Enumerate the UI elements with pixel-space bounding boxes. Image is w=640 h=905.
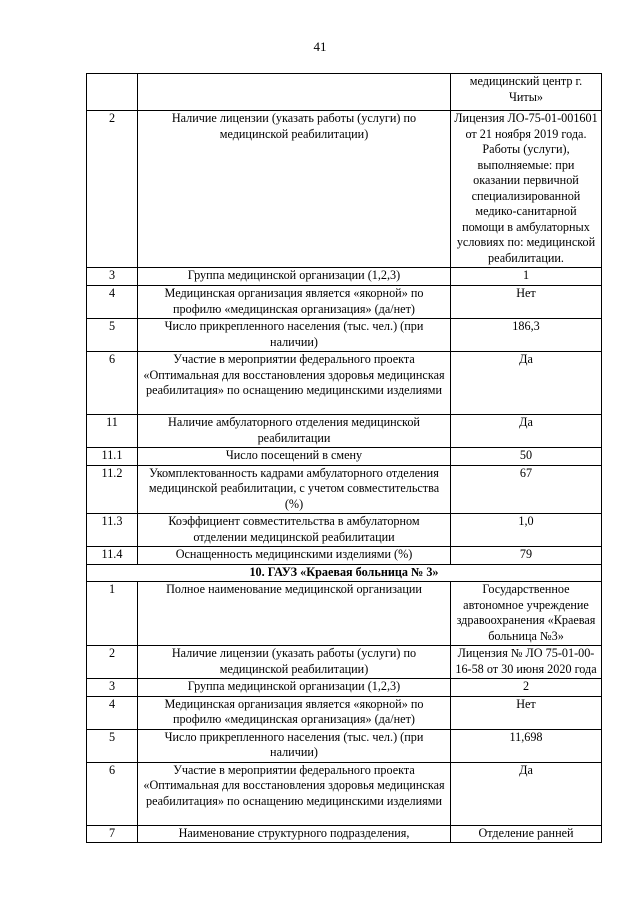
row-value: Нет [451,696,602,729]
row-parameter: Оснащенность медицинскими изделиями (%) [138,547,451,565]
row-parameter: Участие в мероприятии федерального проекта «Оптимальная для восстановления здоровья медицинская реабилитация» по оснащению медицинскими изделиями [138,352,451,415]
row-number: 2 [87,646,138,679]
row-parameter: Медицинская организация является «якорной» по профилю «медицинская организация» (да/нет) [138,696,451,729]
row-parameter: Коэффициент совместительства в амбулаторном отделении медицинской реабилитации [138,514,451,547]
data-table [86,73,602,843]
row-value: Да [451,352,602,415]
row-number: 11.2 [87,465,138,514]
table-row [87,74,602,111]
row-parameter: Укомплектованность кадрами амбулаторного отделения медицинской реабилитации, с учетом совместительства (%) [138,465,451,514]
row-value: Государственное автономное учреждение здравоохранения «Краевая больница №3» [451,582,602,646]
row-number: 5 [87,729,138,762]
row-number: 2 [87,111,138,268]
row-number: 6 [87,352,138,415]
row-parameter: Участие в мероприятии федерального проекта «Оптимальная для восстановления здоровья медицинская реабилитация» по оснащению медицинскими изделиями [138,762,451,825]
row-parameter: Число прикрепленного населения (тыс. чел.) (при наличии) [138,319,451,352]
row-value: Да [451,415,602,448]
row-value: 67 [451,465,602,514]
row-number: 11.1 [87,448,138,466]
table-row [87,679,602,697]
row-value: Отделение ранней [451,825,602,843]
row-value: 50 [451,448,602,466]
row-value: Да [451,762,602,825]
row-value: 11,698 [451,729,602,762]
row-parameter: Полное наименование медицинской организации [138,582,451,646]
table-row [87,646,602,679]
table-row [87,352,602,415]
row-number: 7 [87,825,138,843]
table-row [87,415,602,448]
row-number [87,74,138,111]
table-row [87,582,602,646]
table-row [87,729,602,762]
row-number: 3 [87,679,138,697]
row-number: 3 [87,268,138,286]
section-title: 10. ГАУЗ «Краевая больница № 3» [87,564,602,582]
table-row [87,762,602,825]
row-parameter: Число посещений в смену [138,448,451,466]
row-value: 186,3 [451,319,602,352]
table-row [87,825,602,843]
row-value: 1 [451,268,602,286]
table-row [87,111,602,268]
row-value: Лицензия ЛО-75-01-001601 от 21 ноября 2019 года. Работы (услуги), выполняемые: при оказании первичной специализированной медико-санитарной помощи в амбулаторных условиях по: медицинской реабилитации. [451,111,602,268]
page-number: 41 [313,39,327,54]
row-value: медицинский центр г. Читы» [451,74,602,111]
table-row [87,319,602,352]
row-parameter: Число прикрепленного населения (тыс. чел.) (при наличии) [138,729,451,762]
row-number: 4 [87,286,138,319]
row-parameter: Наличие лицензии (указать работы (услуги) по медицинской реабилитации) [138,646,451,679]
row-parameter: Наименование структурного подразделения, [138,825,451,843]
row-parameter: Группа медицинской организации (1,2,3) [138,679,451,697]
row-value: 2 [451,679,602,697]
table-row [87,514,602,547]
row-parameter: Наличие лицензии (указать работы (услуги) по медицинской реабилитации) [138,111,451,268]
row-value: Лицензия № ЛО 75-01-00-16-58 от 30 июня 2020 года [451,646,602,679]
section-row [87,564,602,582]
row-parameter [138,74,451,111]
table-row [87,448,602,466]
row-number: 4 [87,696,138,729]
row-number: 6 [87,762,138,825]
row-number: 11.4 [87,547,138,565]
row-number: 11 [87,415,138,448]
table-row [87,465,602,514]
row-number: 11.3 [87,514,138,547]
row-parameter: Наличие амбулаторного отделения медицинской реабилитации [138,415,451,448]
row-value: 1,0 [451,514,602,547]
table-row [87,286,602,319]
table-row [87,268,602,286]
table-row [87,547,602,565]
row-number: 1 [87,582,138,646]
row-value: Нет [451,286,602,319]
table-row [87,696,602,729]
row-number: 5 [87,319,138,352]
row-parameter: Группа медицинской организации (1,2,3) [138,268,451,286]
row-parameter: Медицинская организация является «якорной» по профилю «медицинская организация» (да/нет) [138,286,451,319]
row-value: 79 [451,547,602,565]
